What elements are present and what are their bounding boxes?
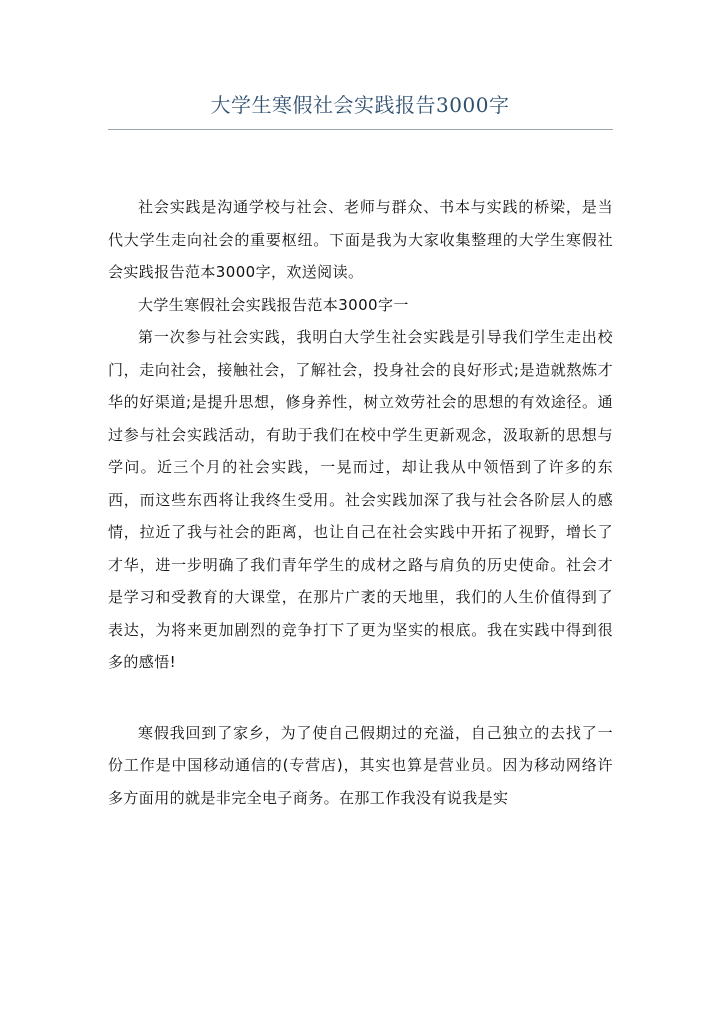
document-body — [108, 191, 613, 814]
section-heading: 大学生寒假社会实践报告范本3000字一 — [138, 295, 409, 314]
paragraph-intro: 社会实践是沟通学校与社会、老师与群众、书本与实践的桥梁，是当代大学生走向社会的重要枢纽。下面是我为大家收集整理的大学生寒假社会实践报告范本3000字，欢送阅读。 — [108, 198, 613, 281]
document-title: 大学生寒假社会实践报告3000字 — [210, 93, 510, 117]
title-divider — [108, 129, 613, 130]
paragraph-body-2: 寒假我回到了家乡，为了使自己假期过的充溢，自己独立的去找了一份工作是中国移动通信的(专营店)，其实也算是营业员。因为移动网络许多方面用的就是非完全电子商务。在那工作我没有说我是实 — [108, 723, 613, 807]
paragraph-spacer — [108, 679, 613, 717]
paragraph-body-1: 第一次参与社会实践，我明白大学生社会实践是引导我们学生走出校门，走向社会，接触社会，了解社会，投身社会的良好形式;是造就熬炼才华的好渠道;是提升思想，修身养性，树立效劳社会的思想的有效途径。通过参与社会实践活动，有助于我们在校中学生更新观念，汲取新的思想与学问。近三个月的社会实践，一晃而过，却让我从中领悟到了许多的东西，而这些东西将让我终生受用。社会实践加深了我与社会各阶层人的感情，拉近了我与社会的距离，也让自己在社会实践中开拓了视野，增长了才华，进一步明确了我们青年学生的成材之路与肩负的历史使命。社会才是学习和受教育的大课堂，在那片广袤的天地里，我们的人生价值得到了表达，为将来更加剧烈的竞争打下了更为坚实的根底。我在实践中得到很多的感悟! — [108, 328, 613, 671]
